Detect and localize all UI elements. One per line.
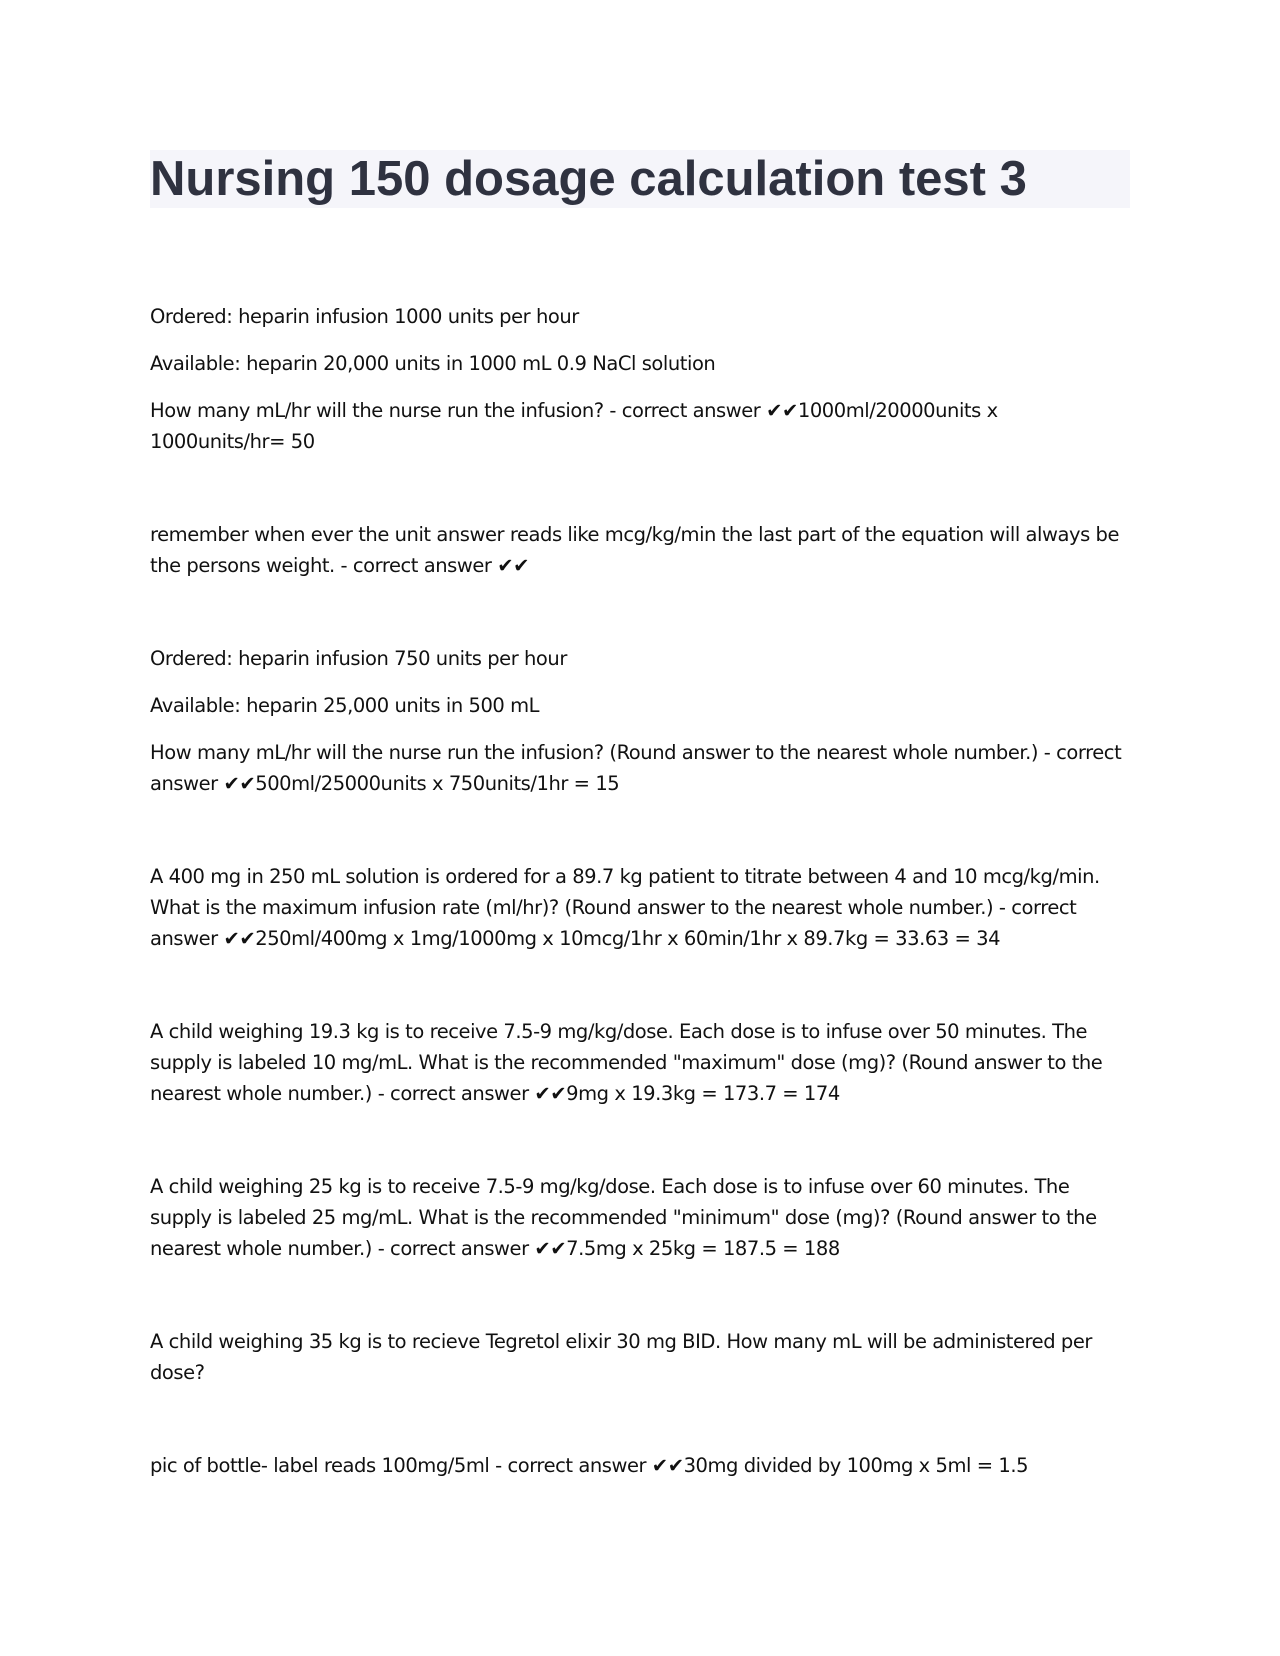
paragraph-ordered-1: Ordered: heparin infusion 1000 units per hour: [150, 305, 579, 328]
paragraph-answer-6: pic of bottle- label reads 100mg/5ml - correct answer ✔✔30mg divided by 100mg x 5ml = 1.5: [150, 1454, 1029, 1477]
paragraph-available-1: Available: heparin 20,000 units in 1000 mL 0.9 NaCl solution: [150, 352, 716, 375]
paragraph-available-2: Available: heparin 25,000 units in 500 mL: [150, 694, 540, 717]
paragraph-question-1: How many mL/hr will the nurse run the infusion? - correct answer ✔✔1000ml/20000units x 1000units/hr= 50: [150, 399, 998, 453]
paragraph-question-5: A child weighing 25 kg is to receive 7.5-9 mg/kg/dose. Each dose is to infuse over 60 minutes. The supply is labeled 25 mg/mL. What is the recommended "minimum" dose (mg)? (Round answer to the nearest whole number.) - correct answer ✔✔7.5mg x 25kg = 187.5 = 188: [150, 1175, 1097, 1260]
paragraph-question-6: A child weighing 35 kg is to recieve Tegretol elixir 30 mg BID. How many mL will be administered per dose?: [150, 1330, 1092, 1384]
paragraph-remember-note: remember when ever the unit answer reads like mcg/kg/min the last part of the equation will always be the persons weight. - correct answer ✔✔: [150, 523, 1120, 577]
paragraph-question-4: A child weighing 19.3 kg is to receive 7.5-9 mg/kg/dose. Each dose is to infuse over 50 minutes. The supply is labeled 10 mg/mL. What is the recommended "maximum" dose (mg)? (Round answer to the nearest whole number.) - correct answer ✔✔9mg x 19.3kg = 173.7 = 174: [150, 1020, 1103, 1105]
paragraph-ordered-2: Ordered: heparin infusion 750 units per hour: [150, 647, 567, 670]
paragraph-question-2: How many mL/hr will the nurse run the infusion? (Round answer to the nearest whole number.) - correct answer ✔✔500ml/25000units x 750units/1hr = 15: [150, 741, 1122, 795]
paragraph-question-3: A 400 mg in 250 mL solution is ordered for a 89.7 kg patient to titrate between 4 and 10 mcg/kg/min. What is the maximum infusion rate (ml/hr)? (Round answer to the nearest whole number.) - correct answer ✔✔250ml/400mg x 1mg/1000mg x 10mcg/1hr x 60min/1hr x 89.7kg = 33.63 = 34: [150, 865, 1100, 950]
document-title: Nursing 150 dosage calculation test 3: [150, 152, 1027, 206]
